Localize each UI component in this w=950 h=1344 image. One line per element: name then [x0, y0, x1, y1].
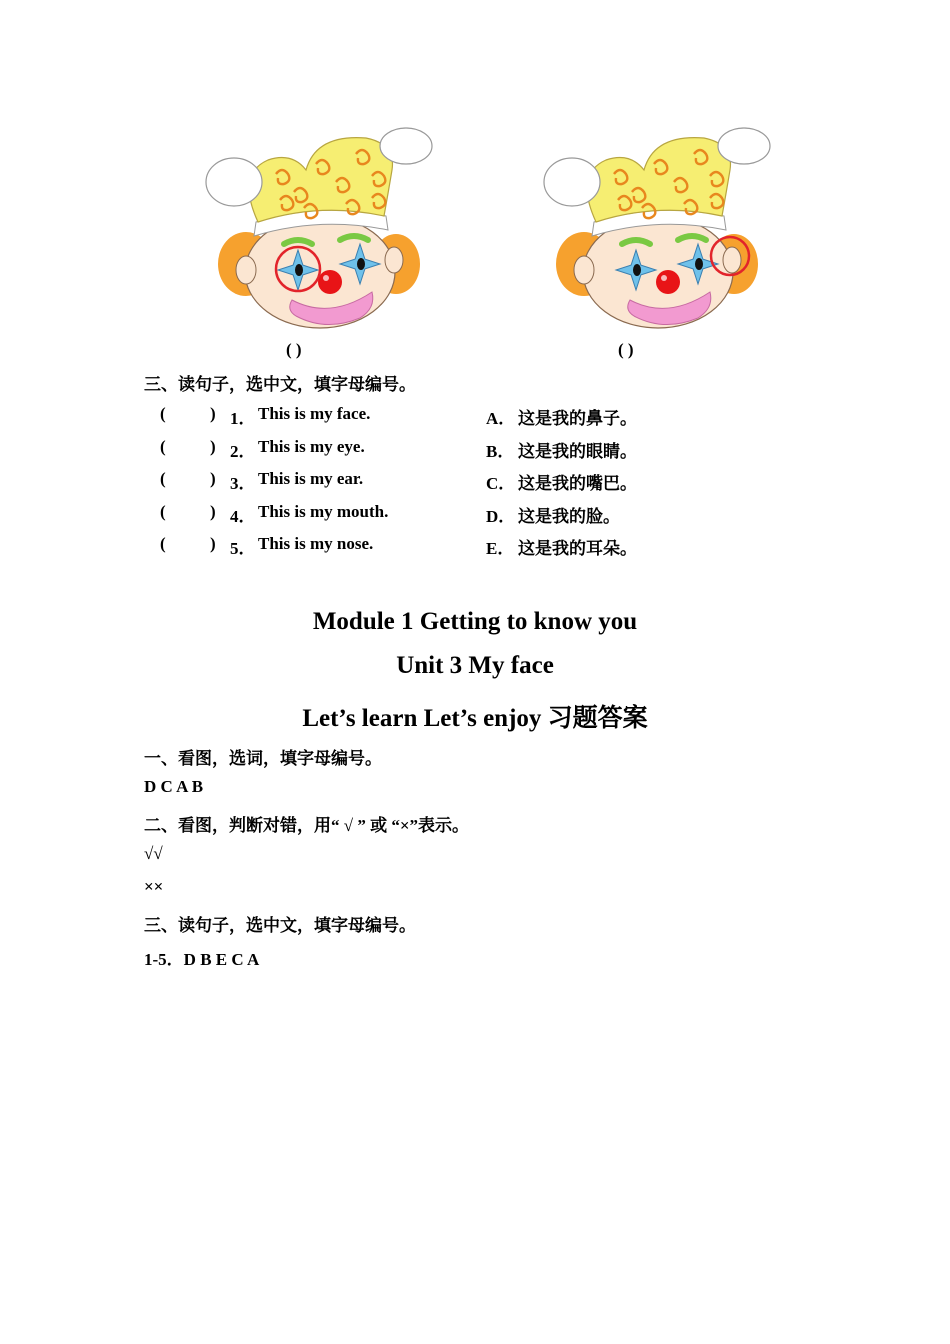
- option-a: [486, 404, 637, 429]
- option-letter: B．: [486, 442, 515, 461]
- option-text: 这是我的耳朵。: [518, 539, 637, 558]
- paren-left: (: [160, 534, 166, 553]
- clown-left-illustration: [196, 124, 436, 334]
- option-letter: C．: [486, 474, 516, 493]
- section3-heading: 三、读句子，选中文，填字母编号。: [144, 375, 416, 394]
- paren-right: ): [210, 502, 216, 521]
- option-e: [486, 534, 637, 559]
- paren-right: ): [210, 469, 216, 488]
- answer-q3-value: 1-5．D B E C A: [144, 950, 260, 969]
- sentence-number: 1．: [230, 409, 256, 428]
- sentence-text: This is my face.: [258, 404, 371, 423]
- answer-q2-heading: 二、看图，判断对错，用“ √ ” 或 “×”表示。: [144, 816, 470, 835]
- paren-left: (: [160, 502, 166, 521]
- answer-title-unit: Unit 3 My face: [396, 652, 554, 679]
- answer-q1-heading: 一、看图，选词，填字母编号。: [144, 749, 382, 768]
- option-letter: A．: [486, 409, 516, 428]
- paren-left: (: [160, 469, 166, 488]
- sentence-text: This is my nose.: [258, 534, 374, 553]
- paren-left: (: [160, 437, 166, 456]
- option-c: [486, 469, 637, 494]
- option-text: 这是我的脸。: [518, 507, 620, 526]
- sentence-text: This is my ear.: [258, 469, 364, 488]
- answer-q1-value: D C A B: [144, 777, 204, 796]
- paren-right: ): [210, 437, 216, 456]
- answer-title-lesson: Let’s learn Let’s enjoy 习题答案: [302, 705, 648, 732]
- sentence-number: 2．: [230, 442, 256, 461]
- option-b: [486, 437, 637, 462]
- option-d: [486, 502, 620, 527]
- answer-q3-heading: 三、读句子，选中文，填字母编号。: [144, 916, 416, 935]
- paren-right: ): [210, 404, 216, 423]
- image-answer-bracket-right: ( ): [618, 340, 634, 359]
- option-text: 这是我的眼睛。: [518, 442, 637, 461]
- option-letter: D．: [486, 507, 516, 526]
- sentence-number: 3．: [230, 474, 256, 493]
- answer-q2-value-line1: √√: [144, 844, 163, 863]
- paren-left: (: [160, 404, 166, 423]
- clown-right-illustration: [534, 124, 774, 334]
- sentence-number: 5．: [230, 539, 256, 558]
- paren-right: ): [210, 534, 216, 553]
- sentence-number: 4．: [230, 507, 256, 526]
- answer-q2-value-line2: ××: [144, 877, 164, 896]
- answer-title-module: Module 1 Getting to know you: [312, 608, 638, 635]
- sentence-text: This is my mouth.: [258, 502, 389, 521]
- option-text: 这是我的嘴巴。: [518, 474, 637, 493]
- image-answer-bracket-left: ( ): [286, 340, 302, 359]
- option-letter: E．: [486, 539, 515, 558]
- option-text: 这是我的鼻子。: [518, 409, 637, 428]
- sentence-text: This is my eye.: [258, 437, 365, 456]
